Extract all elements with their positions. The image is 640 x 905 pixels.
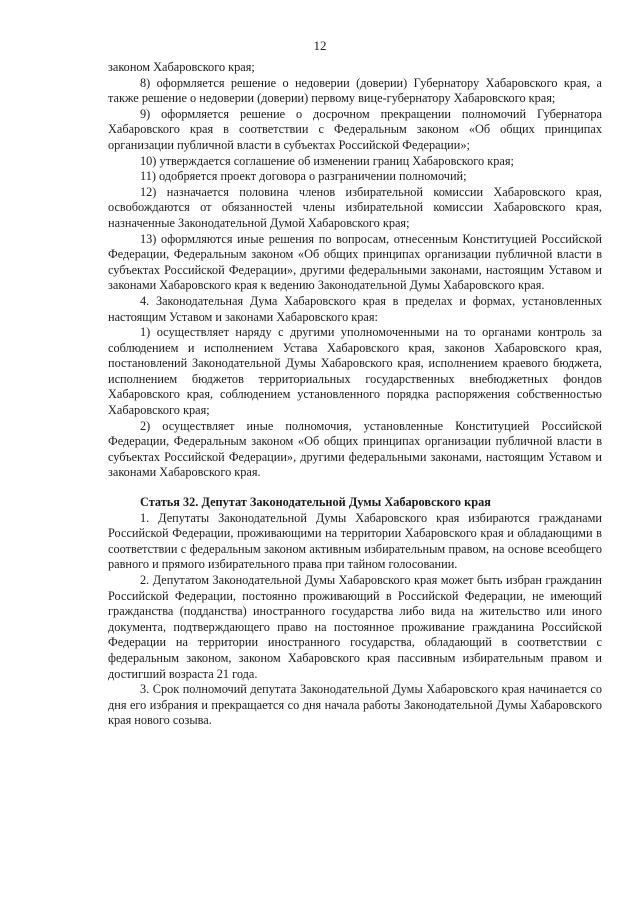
list-item-9: 9) оформляется решение о досрочном прекращении полномочий Губернатора Хабаровского края в соответствии с Федеральным законом «Об общих принципах организации публичной власти в субъектах Российской Федерации»; [108, 106, 602, 152]
list-item-12: 12) назначается половина членов избирательной комиссии Хабаровского края, освобождаются от обязанностей члены избирательной комиссии Хабаровского края, назначенные Законодательной Думой Хабаровского края; [108, 184, 602, 230]
page-number: 12 [313, 38, 327, 53]
document-body [108, 60, 602, 729]
section-4-item-2: 2) осуществляет иные полномочия, установленные Конституцией Российской Федерации, Федеральным законом «Об общих принципах организации публичной власти в субъектах Российской Федерации», другими федеральными законами, настоящим Уставом и законами Хабаровского края. [108, 418, 602, 480]
list-item-10: 10) утверждается соглашение об изменении границ Хабаровского края; [140, 153, 514, 168]
article-32-part-2: 2. Депутатом Законодательной Думы Хабаровского края может быть избран гражданин Российской Федерации, постоянно проживающий в Российской Федерации, не имеющий гражданства (подданства) иностранного государства либо вида на жительство или иного документа, подтверждающего право на постоянное проживание гражданина Российской Федерации на территории иностранного государства, обладающий в соответствии с федеральным законом, законом Хабаровского края пассивным избирательным правом и достигший возраста 21 года. [108, 573, 602, 681]
article-heading: Статья 32. Депутат Законодательной Думы Хабаровского края [140, 495, 491, 510]
article-32-part-1: 1. Депутаты Законодательной Думы Хабаровского края избираются гражданами Российской Федерации, проживающими на территории Хабаровского края и обладающими в соответствии с федеральным законом активным избирательным правом, на основе всеобщего равного и прямого избирательного права при тайном голосовании. [108, 510, 602, 572]
list-item-8: 8) оформляется решение о недоверии (доверии) Губернатору Хабаровского края, а также решение о недоверии (доверии) первому вице-губернатору Хабаровского края; [108, 75, 602, 106]
paragraph-continuation: законом Хабаровского края; [108, 60, 255, 74]
article-32-part-3: 3. Срок полномочий депутата Законодательной Думы Хабаровского края начинается со дня его избрания и прекращается со дня начала работы Законодательной Думы Хабаровского края нового созыва. [108, 682, 602, 728]
list-item-11: 11) одобряется проект договора о разграничении полномочий; [140, 169, 467, 184]
list-item-13: 13) оформляются иные решения по вопросам, отнесенным Конституцией Российской Федерации, Федеральным законом «Об общих принципах организации публичной власти в субъектах Российской Федерации», другими федеральными законами, настоящим Уставом и законами Хабаровского края к ведению Законодательной Думы Хабаровского края. [108, 231, 602, 293]
section-4-intro: 4. Законодательная Дума Хабаровского края в пределах и формах, установленных настоящим Уставом и законами Хабаровского края: [108, 293, 602, 324]
section-4-item-1: 1) осуществляет наряду с другими уполномоченными на то органами контроль за соблюдением и исполнением Устава Хабаровского края, законов Хабаровского края, постановлений Законодательной Думы Хабаровского края, исполнением краевого бюджета, исполнением бюджетов территориальных государственных внебюджетных фондов Хабаровского края, соблюдением установленного порядка распоряжения собственностью Хабаровского края; [108, 325, 602, 418]
